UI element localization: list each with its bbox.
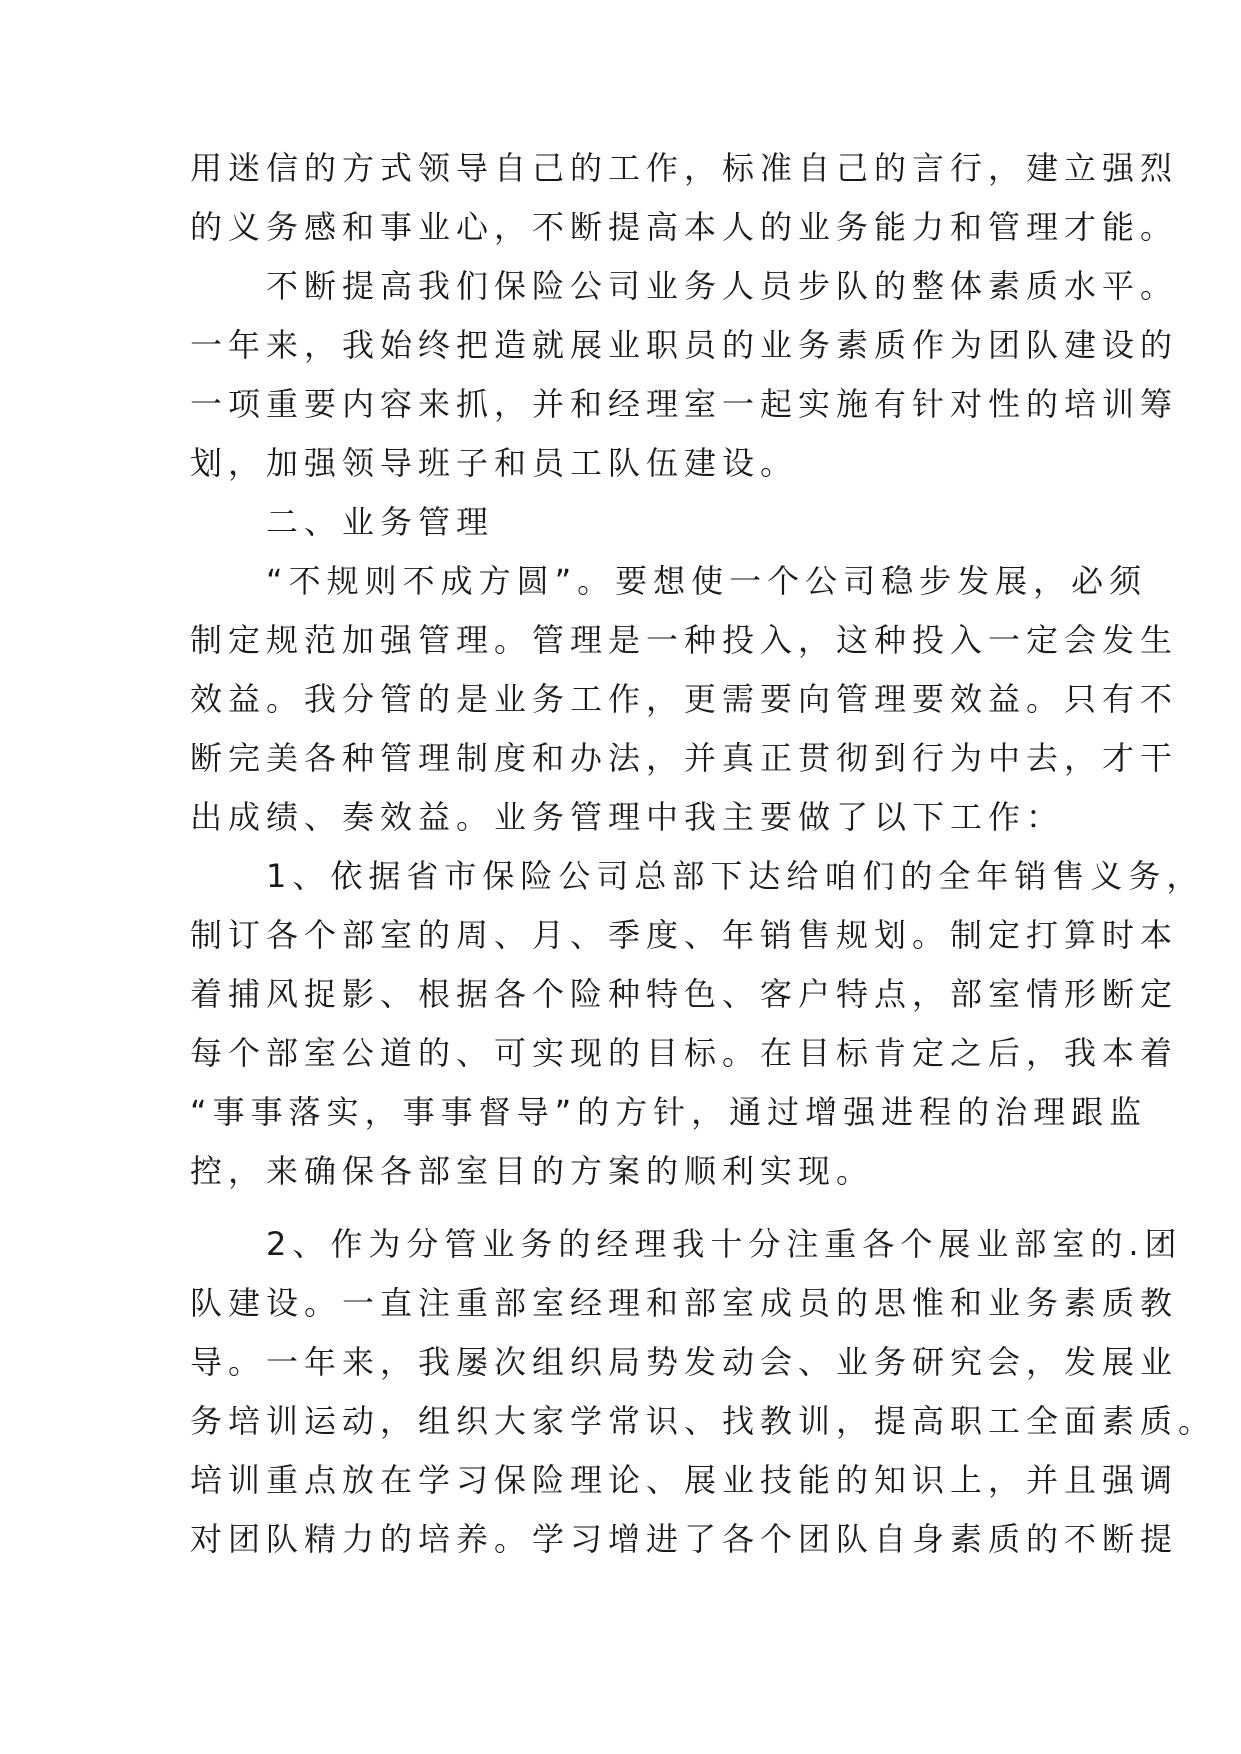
text-line: 一年来，我始终把造就展业职员的业务素质作为团队建设的 [190,326,1179,364]
text-line: 效益。我分管的是业务工作，更需要向管理要效益。只有不 [190,680,1179,718]
text-line: “事事落实，事事督导”的方针，通过增强进程的治理跟监 [190,1093,1148,1131]
text-line: 不断提高我们保险公司业务人员步队的整体素质水平。 [190,267,1179,305]
text-line: 着捕风捉影、根据各个险种特色、客户特点，部室情形断定 [190,975,1179,1013]
text-line: 1、依据省市保险公司总部下达给咱们的全年销售义务， [190,857,1205,895]
text-line: 对团队精力的培养。学习增进了各个团队自身素质的不断提 [190,1520,1179,1558]
text-line: “不规则不成方圆”。要想使一个公司稳步发展，必须 [190,562,1148,600]
text-line: 一项重要内容来抓，并和经理室一起实施有针对性的培训筹 [190,385,1179,423]
text-line: 控，来确保各部室目的方案的顺利实现。 [190,1152,875,1190]
text-line: 划，加强领导班子和员工队伍建设。 [190,444,799,482]
text-line: 务培训运动，组织大家学常识、找教训，提高职工全面素质。 [190,1402,1217,1440]
text-line: 的义务感和事业心，不断提高本人的业务能力和管理才能。 [190,208,1179,246]
section-heading: 二、业务管理 [190,503,495,541]
text-line: 培训重点放在学习保险理论、展业技能的知识上，并且强调 [190,1461,1179,1499]
text-line: 制定规范加强管理。管理是一种投入，这种投入一定会发生 [190,621,1179,659]
text-line: 2、作为分管业务的经理我十分注重各个展业部室的.团 [190,1225,1183,1263]
text-line: 导。一年来，我屡次组织局势发动会、业务研究会，发展业 [190,1343,1179,1381]
text-line: 出成绩、奏效益。业务管理中我主要做了以下工作： [190,798,1065,836]
text-line: 每个部室公道的、可实现的目标。在目标肯定之后，我本着 [190,1034,1179,1072]
text-line: 断完美各种管理制度和办法，并真正贯彻到行为中去，才干 [190,739,1179,777]
text-line: 制订各个部室的周、月、季度、年销售规划。制定打算时本 [190,916,1179,954]
text-line: 队建设。一直注重部室经理和部室成员的思惟和业务素质教 [190,1284,1179,1322]
text-line: 用迷信的方式领导自己的工作，标准自己的言行，建立强烈 [190,149,1179,187]
